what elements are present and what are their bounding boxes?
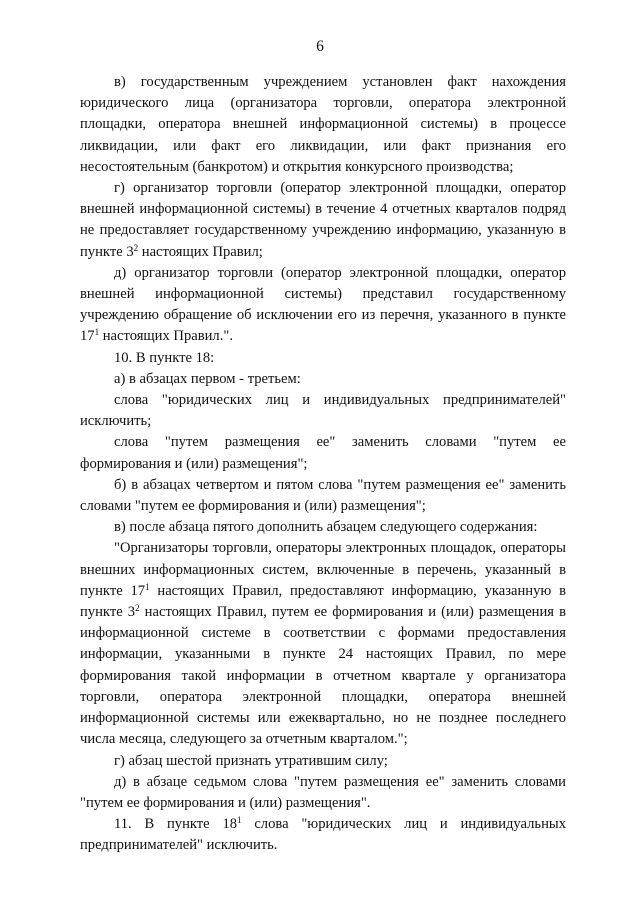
paragraph-new-text: "Организаторы торговли, операторы электронных площадок, операторы внешних информационных систем, включенные в перечень, указанный в пункте $17^1$ настоящих Правил, предоставляют информацию, указанную в пункте $3^2$ настоящих Правил, путем ее формирования и (или) размещения в информационной системе в соответствии с формами предоставления информации, указанными в пункте 24 настоящих Правил, по мере формирования такой информации в отчетном квартале у организатора торговли, оператора электронной площадки, оператора внешней информационной системы или ежеквартально, но не позднее последнего числа месяца, следующего за отчетным кварталом.";: [80, 540, 566, 748]
paragraph-b-fourth-fifth: б) в абзацах четвертом и пятом слова "путем размещения ее" заменить словами "путем ее формирования и (или) размещения";: [80, 476, 566, 515]
paragraph-v-add-paragraph: в) после абзаца пятого дополнить абзацем следующего содержания:: [114, 519, 538, 536]
paragraph-g-no-info: г) организатор торговли (оператор электронной площадки, оператор внешней информационной системы) в течение 4 отчетных кварталов подряд не предоставляет государственному учреждению информацию, указанную в пункте $3^2$ настоящих Правил;: [80, 180, 566, 260]
paragraph-a-first-third: а) в абзацах первом - третьем:: [114, 370, 301, 387]
paragraph-exclude-words: слова "юридических лиц и индивидуальных предпринимателей" исключить;: [80, 392, 566, 430]
paragraph-item-10: 10. В пункте 18:: [114, 349, 215, 366]
paragraph-d-seventh: д) в абзаце седьмом слова "путем размещения ее" заменить словами "путем ее формирования и (или) размещения".: [80, 773, 566, 811]
paragraph-d-exclusion-request: д) организатор торговли (оператор электронной площадки, оператор внешней информационной системы) представил государственному учреждению обращение об исключении его из перечня, указанного в пункте $17^1$ настоящих Правил.".: [80, 264, 566, 345]
page-number: 6: [316, 38, 324, 55]
paragraph-v-liquidation: в) государственным учреждением установлен факт нахождения юридического лица (организатора торговли, оператора электронной площадки, оператора внешней информационной системы) в процессе ликвидации, или факт его ликвидации, или факт признания его несостоятельным (банкротом) и открытия конкурсного производства;: [80, 74, 566, 175]
paragraph-g-sixth-void: г) абзац шестой признать утратившим силу;: [114, 752, 388, 769]
superscript: 1: [94, 327, 100, 338]
superscript: 1: [237, 815, 242, 826]
document-body: [80, 72, 566, 857]
paragraph-item-11: 11. В пункте $18^1$ слова "юридических лиц и индивидуальных предпринимателей" исключить.: [80, 815, 566, 854]
superscript: 2: [133, 242, 139, 253]
superscript: 1: [145, 581, 150, 592]
paragraph-replace-words: слова "путем размещения ее" заменить словами "путем ее формирования и (или) размещения";: [80, 434, 566, 472]
superscript: 2: [135, 603, 140, 614]
